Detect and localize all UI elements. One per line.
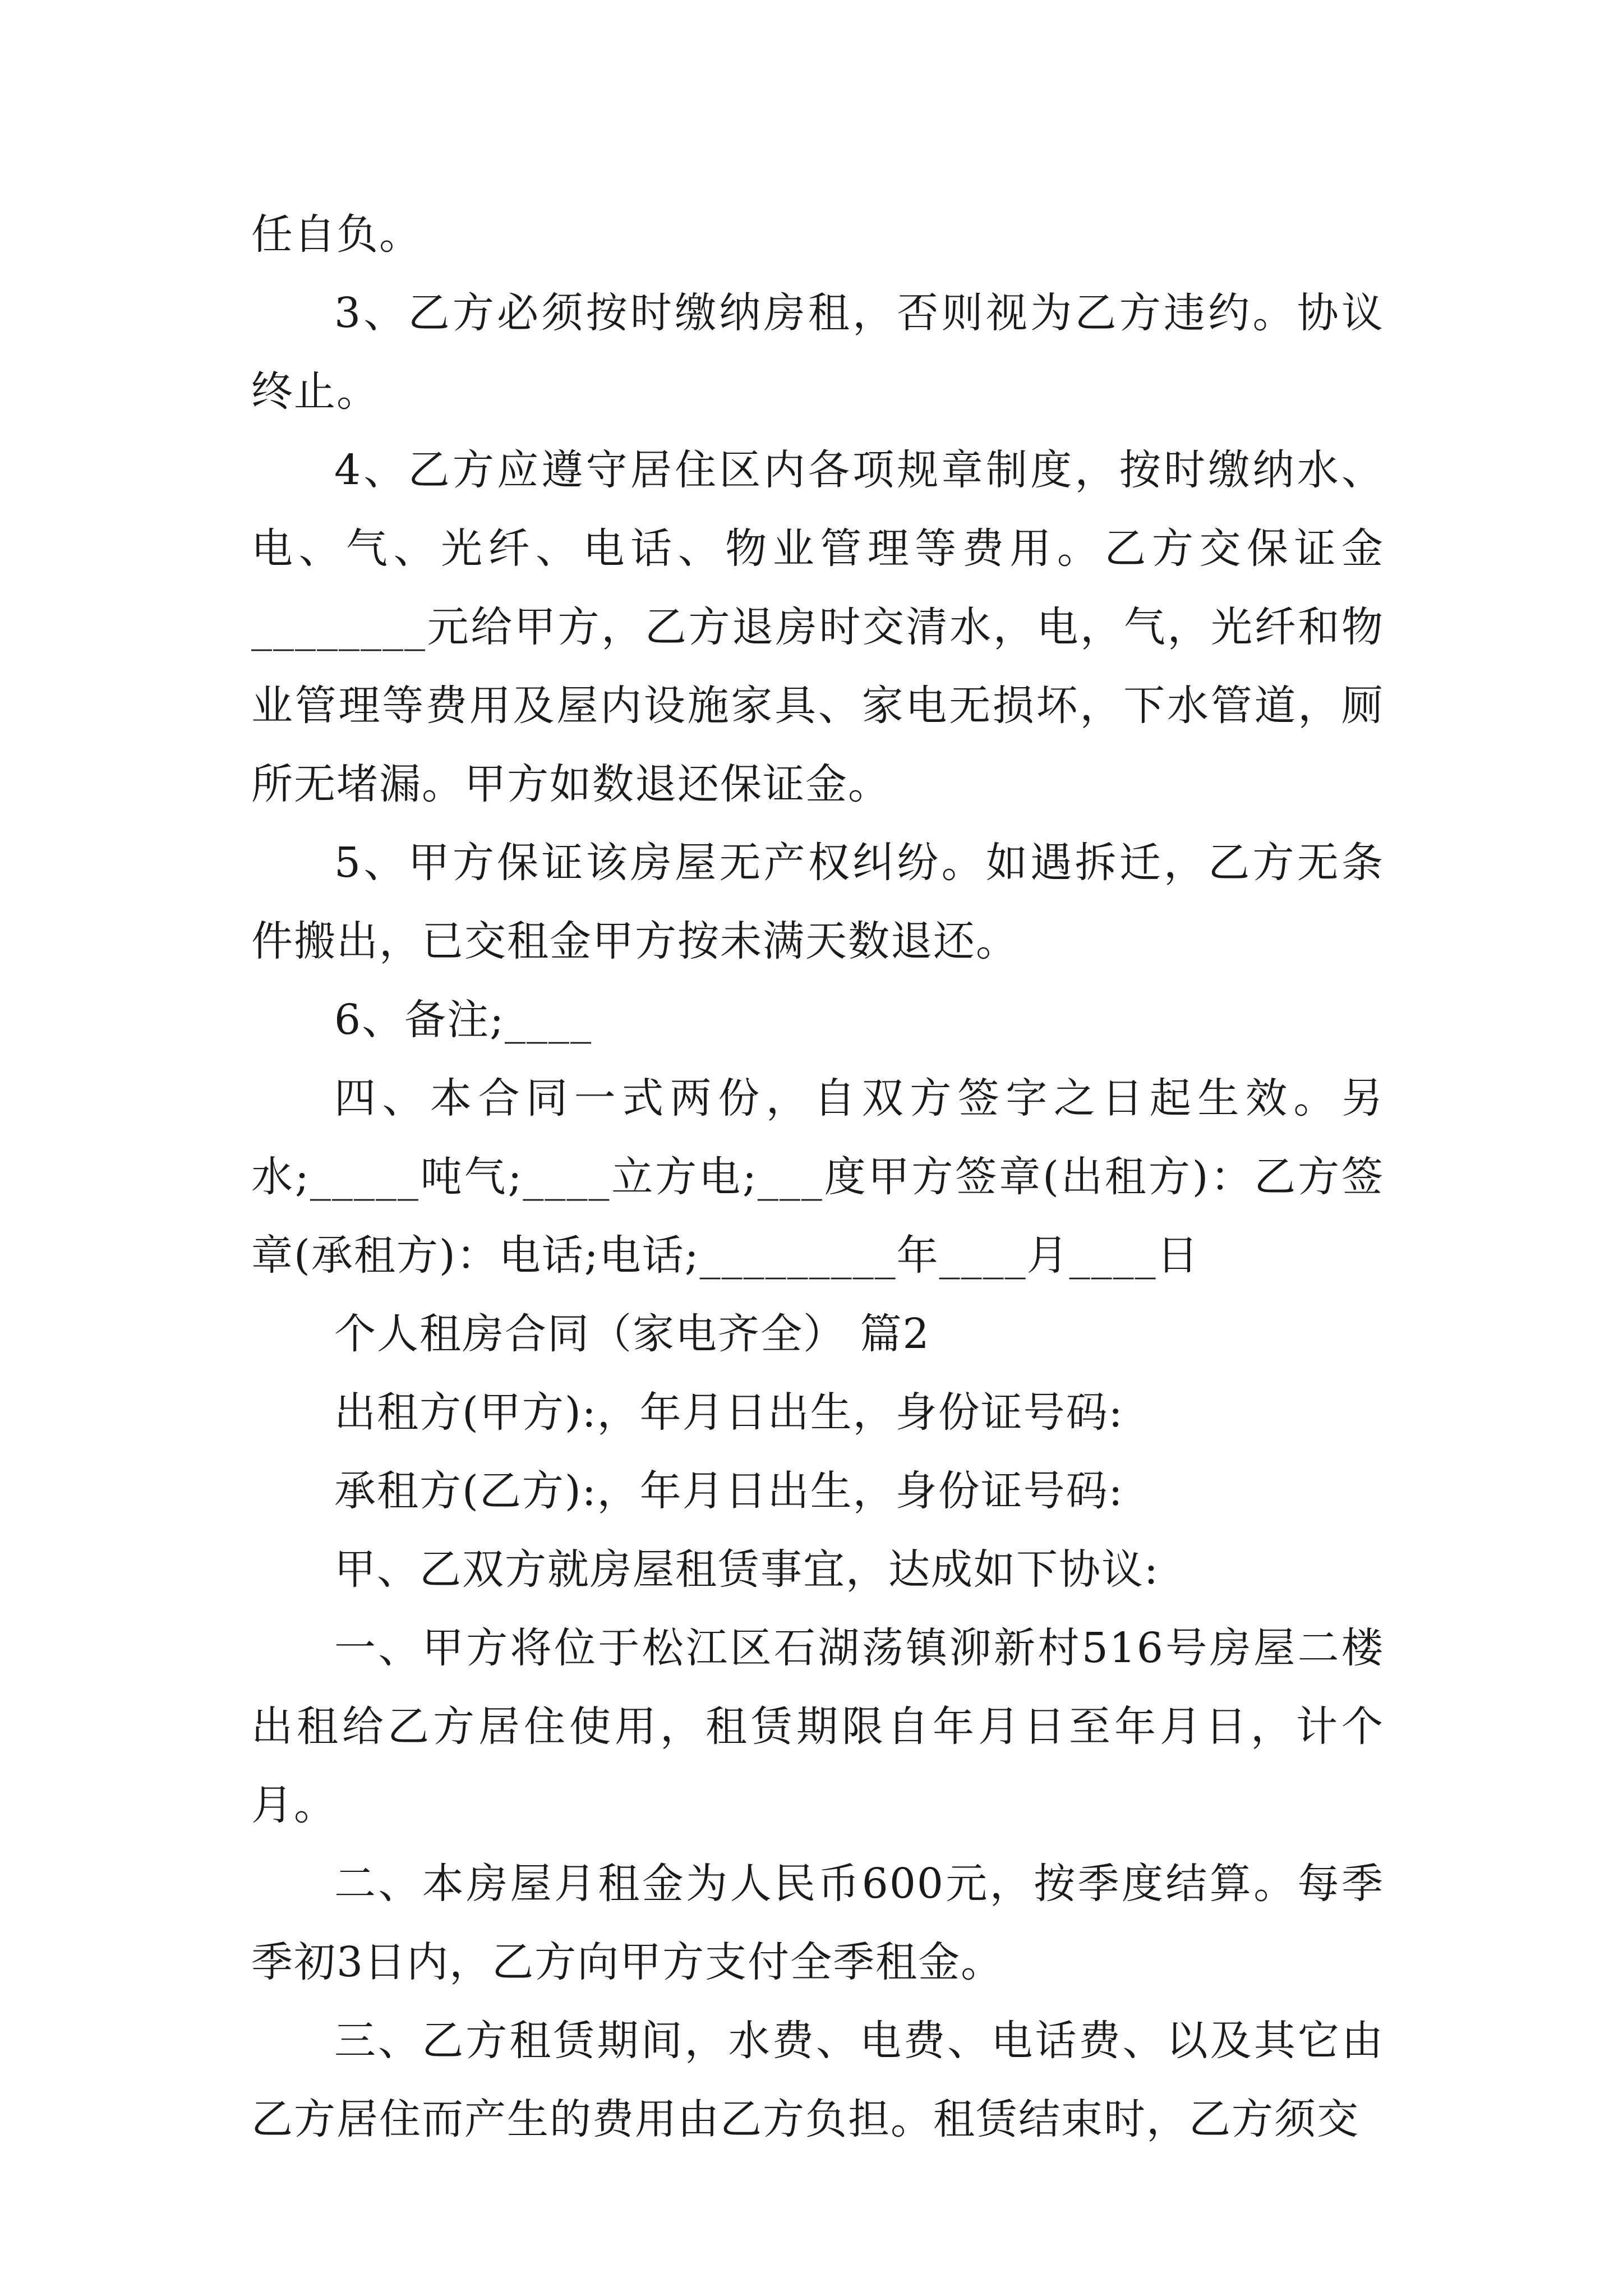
section-title: 个人租房合同（家电齐全） 篇2 — [334, 1310, 930, 1358]
paragraph-10: 甲、乙双方就房屋租赁事宜，达成如下协议: — [334, 1545, 1159, 1594]
paragraph-13: 三、乙方租赁期间，水费、电费、电话费、以及其它由乙方居住而产生的费用由乙方负担。租赁结束时，乙方须交 — [251, 2017, 1384, 2143]
paragraph-6: 四、本合同一式两份，自双方签字之日起生效。另水;_____吨气;____立方电;___度甲方签章(出租方)：乙方签章(承租方)：电话;电话;_________年____月____日 — [251, 1074, 1384, 1280]
paragraph-12: 二、本房屋月租金为人民币600元，按季度结算。每季季初3日内，乙方向甲方支付全季租金。 — [251, 1860, 1384, 1986]
paragraph-4: 5、甲方保证该房屋无产权纠纷。如遇拆迁，乙方无条件搬出，已交租金甲方按未满天数退还。 — [251, 839, 1384, 965]
paragraph-1: 任自负。 — [251, 210, 422, 259]
paragraph-9: 承租方(乙方):，年月日出生，身份证号码: — [334, 1467, 1124, 1515]
paragraph-2: 3、乙方必须按时缴纳房租，否则视为乙方违约。协议终止。 — [251, 289, 1384, 416]
paragraph-3: 4、乙方应遵守居住区内各项规章制度，按时缴纳水、电、气、光纤、电话、物业管理等费用。乙方交保证金________元给甲方，乙方退房时交清水，电，气，光纤和物业管理等费用及屋内设施家具、家电无损坏，下水管道，厕所无堵漏。甲方如数退还保证金。 — [251, 446, 1384, 808]
document-body — [251, 195, 1384, 2159]
paragraph-5: 6、备注;____ — [334, 996, 593, 1044]
paragraph-11: 一、甲方将位于松江区石湖荡镇泖新村516号房屋二楼出租给乙方居住使用，租赁期限自年月日至年月日，计个月。 — [251, 1624, 1384, 1829]
paragraph-8: 出租方(甲方):，年月日出生，身份证号码: — [334, 1388, 1124, 1437]
